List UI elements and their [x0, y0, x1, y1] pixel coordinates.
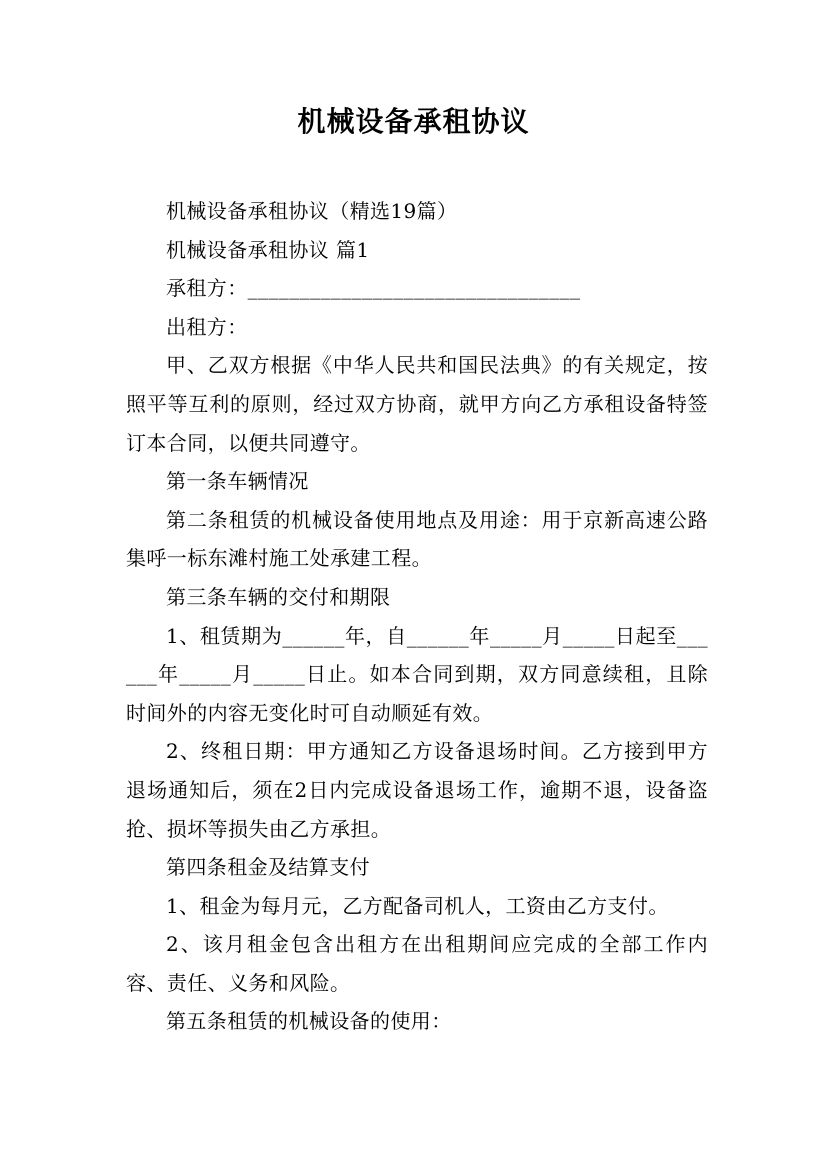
- paragraph-article-3: 第三条车辆的交付和期限: [166, 584, 391, 609]
- document-title: 机械设备承租协议: [297, 105, 530, 138]
- document-body: [126, 192, 708, 1041]
- paragraph-article-1: 第一条车辆情况: [166, 469, 309, 494]
- paragraph-article-4-item-1: 1、租金为每月元，乙方配备司机人，工资由乙方支付。: [166, 893, 669, 918]
- paragraph-lessor: 出租方：: [166, 314, 248, 339]
- paragraph-article-4-item-2: 2、该月租金包含出租方在出租期间应完成的全部工作内容、责任、义务和风险。: [126, 932, 708, 995]
- paragraph-article-2: 第二条租赁的机械设备使用地点及用途：用于京新高速公路集呼一标东滩村施工处承建工程。: [126, 507, 708, 571]
- paragraph-subtitle: 机械设备承租协议（精选19篇）: [166, 199, 458, 223]
- paragraph-article-5: 第五条租赁的机械设备的使用：: [166, 1009, 452, 1034]
- paragraph-article-3-item-1: 1、租赁期为______年，自______年_____月_____日起至______年_____月_____日止。如本合同到期，双方同意续租，且除时间外的内容无变化时可自动顺延有效。: [126, 623, 708, 725]
- paragraph-article-4: 第四条租金及结算支付: [166, 855, 370, 880]
- paragraph-preamble: 甲、乙双方根据《中华人民共和国民法典》的有关规定，按照平等互利的原则，经过双方协商，就甲方向乙方承租设备特签订本合同，以便共同遵守。: [126, 353, 708, 455]
- paragraph-article-3-item-2: 2、终租日期：甲方通知乙方设备退场时间。乙方接到甲方退场通知后，须在2日内完成设备退场工作，逾期不退，设备盗抢、损坏等损失由乙方承担。: [126, 739, 708, 841]
- paragraph-lessee: 承租方：________________________________: [166, 276, 581, 301]
- paragraph-chapter-heading: 机械设备承租协议 篇1: [166, 237, 370, 262]
